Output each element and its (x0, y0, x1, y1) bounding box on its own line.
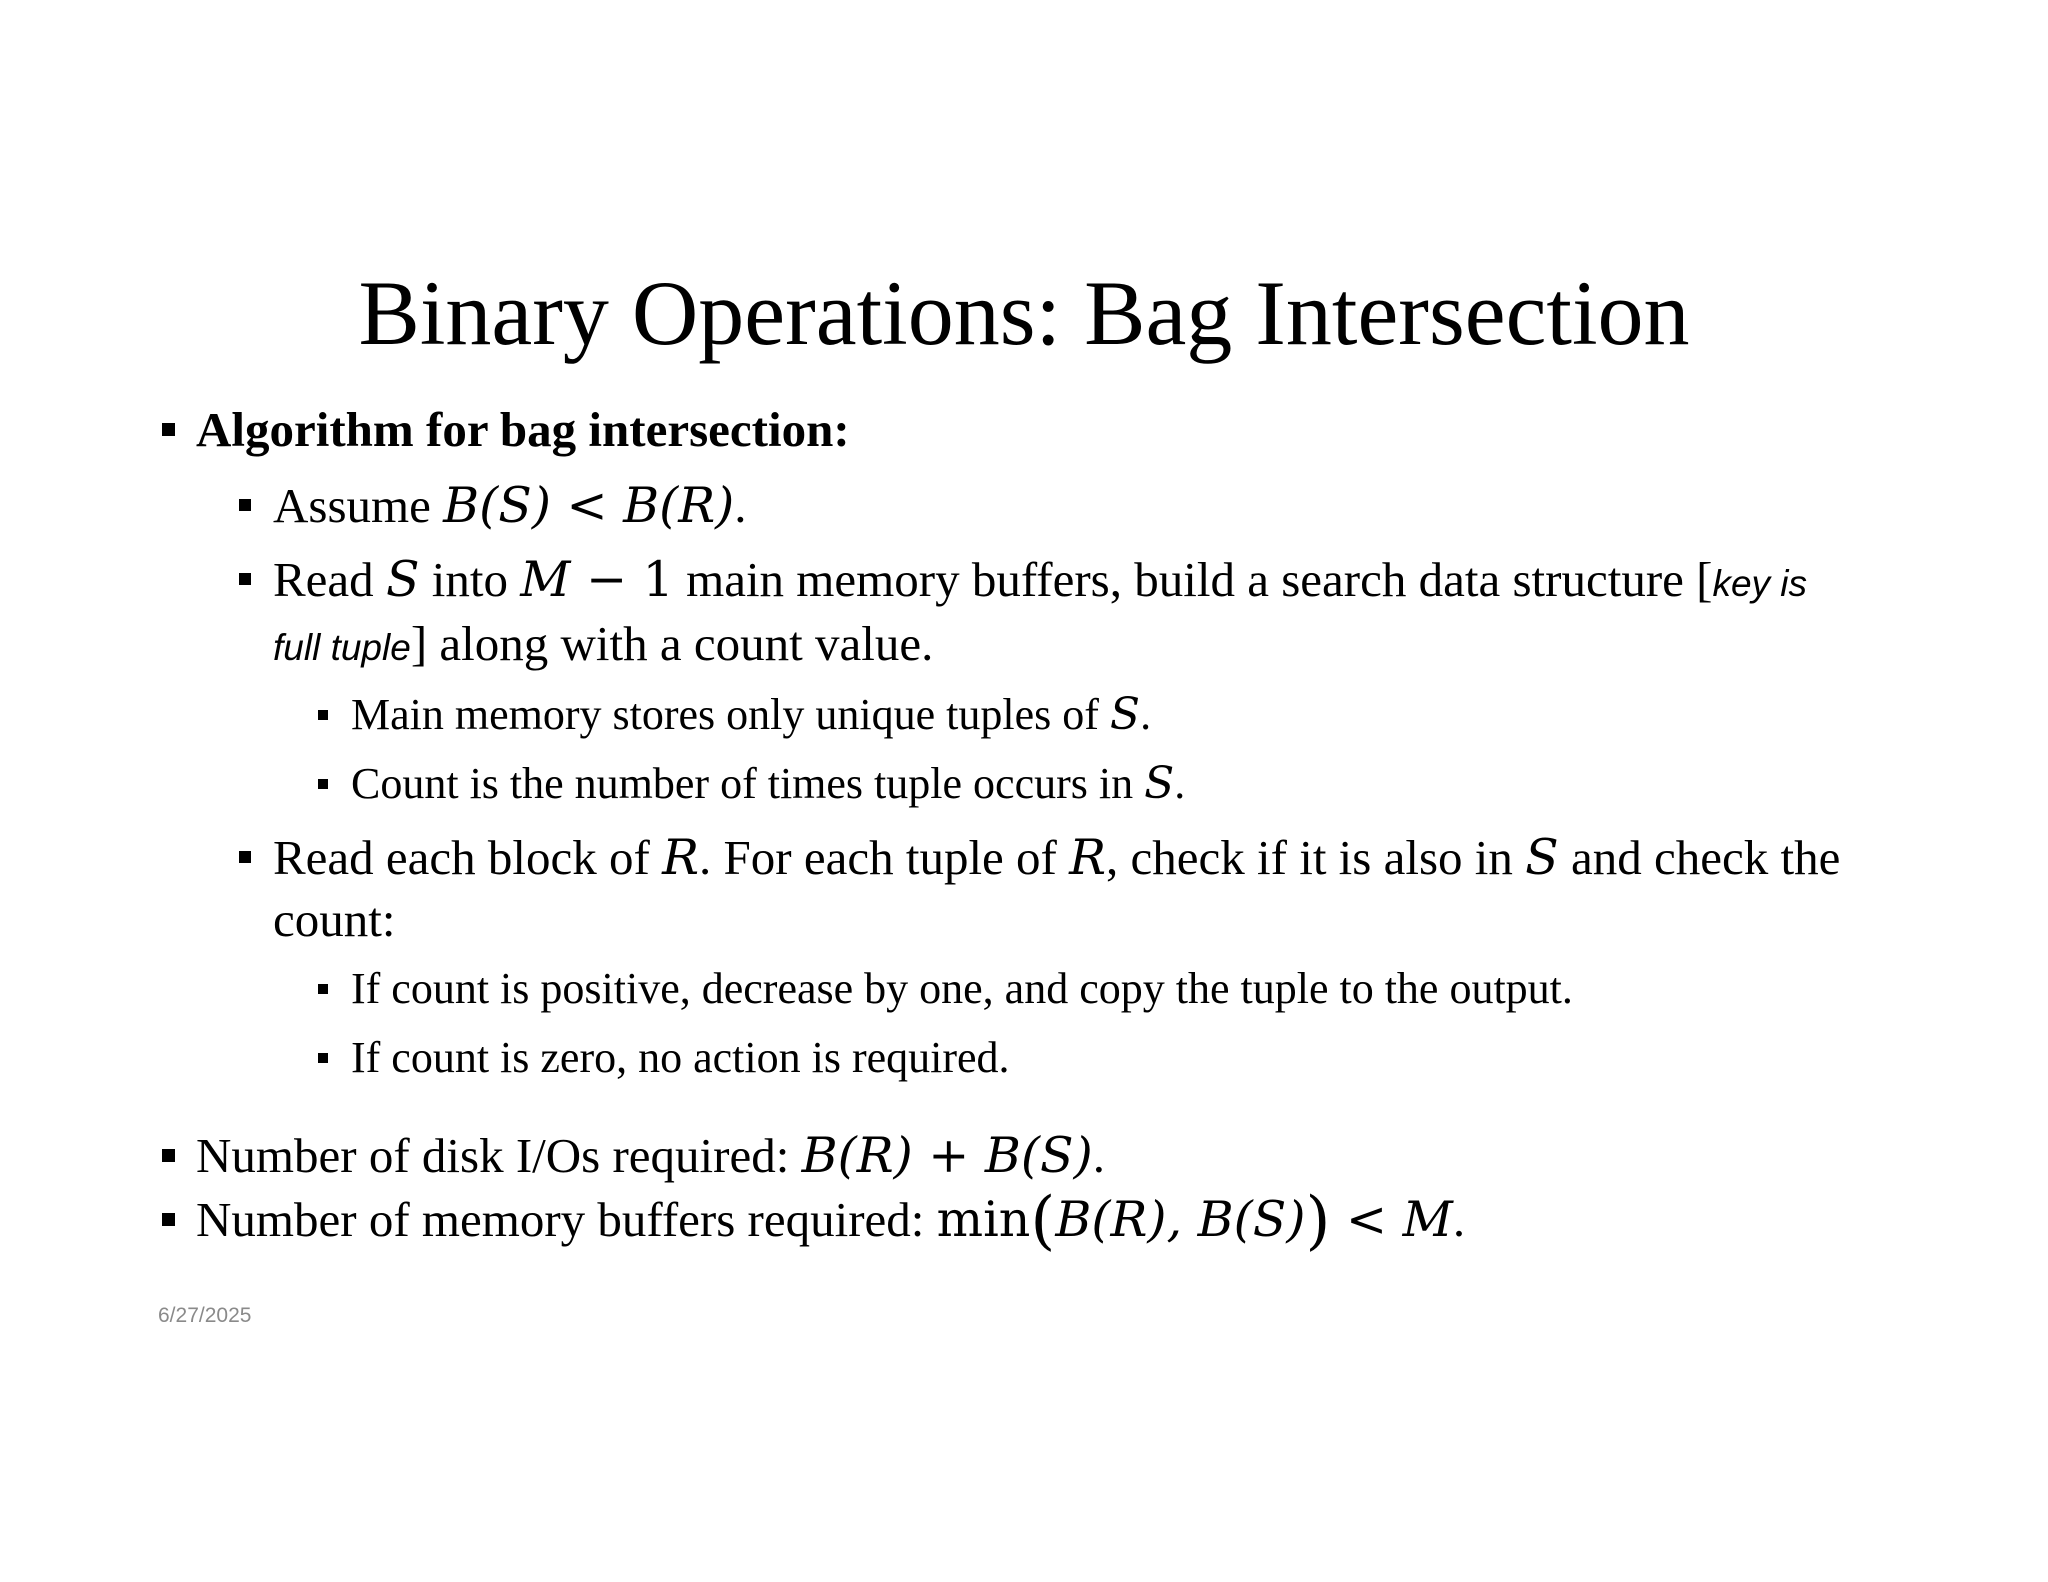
read-s-math-op: − 1 (570, 551, 674, 608)
bullet-square-icon (162, 1149, 175, 1162)
count-def-end: . (1174, 759, 1186, 808)
slide-date: 6/27/2025 (158, 1304, 252, 1327)
read-s-text-3: main memory buffers, build a search data structure [ (673, 552, 1713, 607)
read-s-note-2: full tuple (273, 627, 411, 668)
bullet-square-icon (318, 779, 328, 789)
zero-count-line: If count is zero, no action is required. (351, 1033, 1010, 1082)
unique-tuples-line (351, 688, 1151, 742)
read-r-line-1 (273, 828, 1840, 888)
bullet-square-icon (162, 1213, 175, 1226)
read-r-text-2: . For each tuple of (699, 830, 1070, 885)
assume-line (273, 476, 747, 536)
bullet-square-icon (239, 499, 251, 511)
mem-buffers-end: . (1452, 1192, 1466, 1247)
assume-end: . (734, 478, 747, 533)
mem-buffers-rparen: ) (1305, 1184, 1331, 1258)
read-r-text-3: , check if it is also in (1106, 830, 1526, 885)
disk-io-end: . (1092, 1128, 1105, 1183)
disk-io-text: Number of disk I/Os required: (196, 1128, 802, 1183)
read-r-text-1: Read each block of (273, 830, 663, 885)
assume-text: Assume (273, 478, 444, 533)
bullet-square-icon (318, 710, 328, 720)
unique-tuples-text: Main memory stores only unique tuples of (351, 690, 1110, 739)
assume-formula: B(S) < B(R) (443, 477, 735, 534)
bullet-square-icon (162, 423, 175, 436)
read-s-line-2 (273, 614, 933, 678)
mem-buffers-text: Number of memory buffers required: (196, 1192, 937, 1247)
read-s-math-m: M (520, 551, 571, 608)
read-s-text-2: into (419, 552, 521, 607)
read-s-math-s: S (385, 551, 420, 608)
disk-io-op: + (912, 1127, 985, 1184)
unique-tuples-end: . (1140, 690, 1152, 739)
count-def-math: S (1144, 758, 1175, 809)
read-s-text-4: ] along with a count value. (410, 616, 934, 671)
mem-buffers-math-2: M (1402, 1191, 1453, 1248)
read-r-math-s: S (1525, 829, 1559, 886)
count-def-line (351, 757, 1185, 811)
bullet-square-icon (239, 573, 251, 585)
mem-buffers-math-1: B(R), B(S) (1055, 1191, 1306, 1248)
read-s-text-1: Read (273, 552, 386, 607)
mem-buffers-line (196, 1184, 1466, 1258)
disk-io-math-2: B(S) (984, 1127, 1093, 1184)
bullet-square-icon (239, 851, 251, 863)
disk-io-line (196, 1126, 1105, 1186)
read-r-math-r2: R (1069, 829, 1107, 886)
slide-title: Binary Operations: Bag Intersection (358, 262, 1690, 364)
count-def-text: Count is the number of times tuple occurs in (351, 759, 1145, 808)
read-r-math-r1: R (662, 829, 700, 886)
read-r-line-2: count: (273, 892, 396, 947)
algorithm-heading: Algorithm for bag intersection: (196, 402, 850, 457)
read-r-text-4: and check the (1558, 830, 1841, 885)
bullet-square-icon (318, 984, 328, 994)
bullet-square-icon (318, 1053, 328, 1063)
mem-buffers-op: < (1330, 1191, 1403, 1248)
read-s-note-1: key is (1712, 563, 1808, 604)
unique-tuples-math: S (1109, 689, 1141, 740)
read-s-line-1 (273, 550, 1807, 614)
disk-io-math-1: B(R) (801, 1127, 913, 1184)
positive-count-line: If count is positive, decrease by one, and copy the tuple to the output. (351, 964, 1573, 1013)
mem-buffers-lparen: ( (1030, 1184, 1056, 1258)
mem-buffers-fn: min (936, 1191, 1031, 1248)
